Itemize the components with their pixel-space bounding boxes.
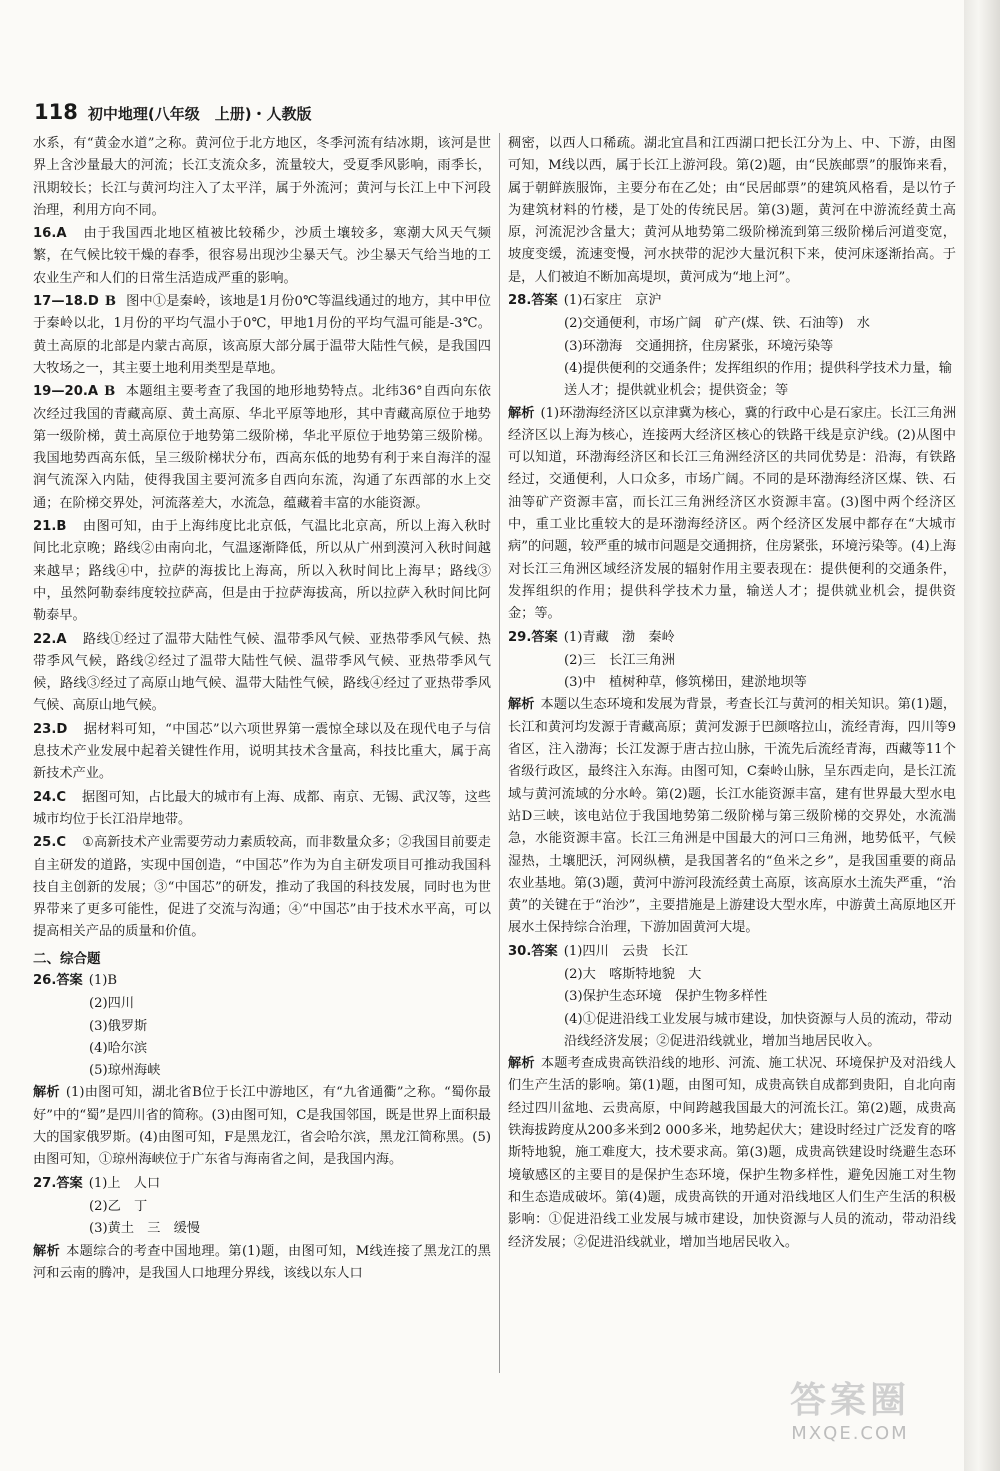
item-number: 29.答案: [508, 629, 558, 645]
item-number: 28.答案: [508, 293, 558, 309]
answer-line: (1)B: [88, 972, 118, 988]
explanation: [508, 403, 956, 626]
answer-line: (1)青藏 渤 秦岭: [563, 629, 675, 645]
answer-line: (4)提供便利的交通条件；发挥组织的作用；提供科学技术力量，输送人才；提供就业机会；提供资金；等: [564, 360, 952, 399]
answer-item: [33, 787, 491, 832]
answer-line: (2)交通便利，市场广阔 矿产(煤、铁、石油等) 水: [564, 316, 870, 332]
item-number: 30.答案: [508, 943, 558, 959]
answer-line: (5)琼州海峡: [89, 1063, 161, 1079]
explanation-label: 解析: [508, 1056, 535, 1072]
explanation-label: 解析: [508, 405, 535, 421]
answer-item: [33, 629, 491, 718]
watermark-text: 答案圈: [789, 1380, 910, 1421]
item-text: ①高新技术产业需要劳动力素质较高，而非数量众多；②我国目前要走自主研发的道路，实现中国创造，“中国芯”作为为自主研发项目可推动我国科技自主创新的发展；③“中国芯”的研发，推动了我国的科技发展，同时也为世界带来了更多可能性，促进了交流与沟通；④“中国芯”由于技术水平高，可以提高相关产品的质量和价值。: [33, 835, 491, 940]
left-intro: 水系，有“黄金水道”之称。黄河位于北方地区，冬季河流有结冰期，该河是世界上含沙量最大的河流；长江支流众多，流量较大，受夏季风影响，雨季长，汛期较长；长江与黄河均注入了太平洋，属于外流河；黄河与长江上中下河段治理，利用方向不同。: [33, 136, 491, 218]
item-text: 由于我国西北地区植被比较稀少，沙质土壤较多，寒潮大风天气频繁，在气候比较干燥的春季，很容易出现沙尘暴天气。沙尘暴天气给当地的工农业生产和人们的日常生活造成严重的影响。: [33, 226, 491, 286]
book-title: 初中地理(八年级 上册)・人教版: [87, 105, 312, 123]
explanation: [33, 1082, 491, 1171]
page-header: [34, 100, 312, 126]
answer-line: (4)①促进沿线工业发展与城市建设，加快资源与人员的流动，带动沿线经济发展；②促进沿线就业，增加当地居民收入。: [564, 1011, 952, 1049]
right-column: [508, 133, 956, 1255]
item-number: 23.D: [33, 721, 68, 737]
right-intro: 稠密，以西人口稀疏。湖北宜昌和江西湖口把长江分为上、中、下游，由图可知，M线以西，属于长江上游河段。第(2)题，由“民族邮票”的服饰来看，属于朝鲜族服饰，主要分布在乙处；由“民居邮票”的建筑风格看，是以竹子为建筑材料的竹楼，是丁处的传统民居。第(3)题，黄河在中游流经黄土高原，河流泥沙含量大；黄河从地势第二级阶梯流到第三级阶梯后河道变宽，坡度变缓，流速变慢，河水挟带的泥沙大量沉积下来，使河床逐渐抬高。于是，人们被迫不断加高堤坝，黄河成为“地上河”。: [508, 136, 956, 285]
explanation: [508, 694, 956, 939]
answer-line: (3)中 植树种草，修筑梯田，建淤地坝等: [564, 675, 807, 691]
item-number: 19—20.A: [33, 384, 99, 400]
explanation-label: 解析: [33, 1085, 60, 1101]
answer-item: [33, 291, 491, 380]
page-number: 118: [34, 100, 78, 124]
explanation-text: (1)环渤海经济区以京津冀为核心，冀的行政中心是石家庄。长江三角洲经济区以上海为核心，连接两大经济区核心的铁路干线是京沪线。(2)从图中可以知道，环渤海经济区和长江三角洲经济区的共同优势是：沿海，有铁路经过，交通便利，人口众多，市场广阔。不同的是环渤海经济区煤、铁、石油等矿产资源丰富，而长江三角洲经济区水资源丰富。(3)图中两个经济区中，重工业比重较大的是环渤海经济区。两个经济区发展中都存在“大城市病”的问题，较严重的城市问题是交通拥挤，住房紧张，环境污染等。(4)上海对长江三角洲区域经济发展的辐射作用主要表现在：提供便利的交通条件，发挥组织的作用；提供科学技术力量，输送人才；提供就业机会，提供资金；等。: [508, 405, 957, 622]
answer-line: (2)四川: [89, 996, 135, 1012]
explanation-label: 解析: [33, 1243, 61, 1259]
item-text: 路线①经过了温带大陆性气候、温带季风气候、亚热带季风气候、热带季风气候，路线②经过了温带大陆性气候、温带季风气候、亚热带季风气候，路线③经过了高原山地气候、温带大陆性气候，路线④经过了亚热带季风气候、高原山地气候。: [33, 631, 491, 714]
section-title: 二、综合题: [33, 950, 101, 967]
page-binding-edge: [964, 0, 1000, 1471]
q30-block: [508, 941, 956, 963]
answer-line: (3)黄土 三 缓慢: [89, 1221, 200, 1237]
answer-item: [33, 719, 491, 786]
answer-line: (1)上 人口: [88, 1175, 161, 1191]
answer-line: (1)石家庄 京沪: [563, 293, 662, 309]
answer-line: (3)保护生态环境 保护生物多样性: [564, 989, 768, 1005]
explanation-text: 本题考查成贵高铁沿线的地形、河流、施工状况、环境保护及对沿线人们生产生活的影响。第(1)题，由图可知，成贵高铁自成都到贵阳，自北向南经过四川盆地、云贵高原，中间跨越我国最大的河流长江。第(2)题，成贵高铁海拔跨度从200多米到2 000多米，地势起伏大；建设时经过广泛发育的喀斯特地貌，施工难度大，技术要求高。第(3)题，成贵高铁建设时绕避生态环境敏感区的主要目的是保护生态环境，保护生物多样性，避免因施工对生物和生态造成破坏。第(4)题，成贵高铁的开通对沿线地区人们生产生活的积极影响：①促进沿线工业发展与城市建设，加快资源与人员的流动，带动沿线经济发展；②促进沿线就业，增加当地居民收入。: [508, 1056, 957, 1250]
item-number: 21.B: [33, 519, 67, 535]
answer-line: (2)三 长江三角洲: [564, 652, 675, 668]
item-answer: B: [104, 384, 116, 400]
answer-line: (3)环渤海 交通拥挤，住房紧张，环境污染等: [564, 338, 834, 354]
explanation-text: 本题综合的考查中国地理。第(1)题，由图可知，M线连接了黑龙江的黑河和云南的腾冲，是我国人口地理分界线，该线以东人口: [33, 1243, 491, 1281]
explanation: [508, 1053, 956, 1254]
explanation-text: 本题以生态环境和发展为背景，考查长江与黄河的相关知识。第(1)题，长江和黄河均发源于青藏高原；黄河发源于巴颜喀拉山，流经青海，四川等9省区，注入渤海；长江发源于唐古拉山脉，干流先后流经青海，西藏等11个省级行政区，最终注入东海。由图可知，C秦岭山脉，呈东西走向，是长江流域与黄河流域的分水岭。第(2)题，长江水能资源丰富，建有世界最大型水电站D三峡，该电站位于我国地势第二级阶梯与第三级阶梯的交界处，水流湍急，水能资源丰富。长江三角洲是中国最大的河口三角洲，地势低平，气候湿热，土壤肥沃，河网纵横，是我国著名的“鱼米之乡”，是我国重要的商品农业基地。第(3)题，黄河中游河段流经黄土高原，该高原水土流失严重，“治黄”的关键在于“治沙”，主要措施是上游建设大型水库，中游黄土高原地区开展水土保持综合治理，下游加固黄河大堤。: [508, 697, 957, 936]
watermark-logo: [740, 1373, 960, 1443]
item-number: 17—18.D: [33, 294, 99, 310]
q27-block: [33, 1173, 491, 1195]
column-divider: [499, 133, 500, 1373]
explanation-label: 解析: [508, 697, 535, 713]
item-text: 据材料可知，“中国芯”以六项世界第一震惊全球以及在现代电子与信息技术产业发展中起着关键性作用，说明其技术含量高，科技比重大，属于高新技术产业。: [33, 721, 491, 782]
item-text: 由图可知，由于上海纬度比北京低，气温比北京高，所以上海入秋时间比北京晚；路线②由南向北，气温逐渐降低，所以从广州到漠河入秋时间越来越早；路线④中，拉萨的海拔比上海高，所以入秋时间比上海早；路线③中，虽然阿勒泰纬度较拉萨高，但是由于拉萨海拔高，所以拉萨入秋时间比阿勒泰早。: [33, 519, 491, 624]
explanation-text: (1)由图可知，湖北省B位于长江中游地区，有“九省通衢”之称。“蜀你最好”中的“蜀”是四川省的简称。(3)由图可知，C是我国邻国，既是世界上面积最大的国家俄罗斯。(4)由图可知，F是黑龙江，省会哈尔滨，黑龙江简称黑。(5)由图可知，①琼州海峡位于广东省与海南省之间，是我国内海。: [33, 1085, 491, 1168]
item-number: 25.C: [33, 835, 67, 851]
answer-line: (2)乙 丁: [89, 1198, 148, 1214]
item-text: 据图可知，占比最大的城市有上海、成都、南京、无锡、武汉等，这些城市均位于长江沿岸地带。: [33, 789, 491, 827]
answer-line: (2)大 喀斯特地貌 大: [564, 966, 702, 982]
explanation: [33, 1241, 491, 1286]
answer-item: [33, 223, 491, 290]
item-number: 22.A: [33, 631, 67, 647]
left-column: [33, 133, 491, 1286]
item-number: 24.C: [33, 789, 67, 805]
answer-item: [33, 516, 491, 627]
answer-item: [33, 832, 491, 943]
answer-line: (4)哈尔滨: [89, 1040, 148, 1056]
answer-line: (1)四川 云贵 长江: [563, 943, 688, 959]
q28-block: [508, 290, 956, 312]
q29-block: [508, 627, 956, 649]
item-number: 27.答案: [33, 1175, 83, 1191]
answer-line: (3)俄罗斯: [89, 1018, 148, 1034]
answer-item: [33, 381, 491, 515]
watermark-url: MXQE.COM: [791, 1423, 909, 1444]
item-text: 本题组主要考查了我国的地形地势特点。北纬36°自西向东依次经过我国的青藏高原、黄土高原、华北平原等地形，其中青藏高原位于地势第一级阶梯，黄土高原位于地势第二级阶梯，华北平原位于地势第三级阶梯。我国地势西高东低，呈三级阶梯状分布，西高东低的地势有利于来自海洋的湿润气流深入内陆，使得我国主要河流多自西向东流，沟通了东西部的水上交通；在阶梯交界处，河流落差大，水流急，蕴藏着丰富的水能资源。: [33, 384, 491, 511]
item-number: 16.A: [33, 226, 67, 242]
q26-block: [33, 970, 491, 992]
item-number: 26.答案: [33, 972, 83, 988]
item-answer: B: [104, 294, 117, 310]
item-text: 图中①是秦岭，该地是1月份0℃等温线通过的地方，其中甲位于秦岭以北，1月份的平均气温小于0℃，甲地1月份的平均气温可能是-3℃。黄土高原的北部是内蒙古高原，该高原大部分属于温带大陆性气候，是我国四大牧场之一，其主要土地利用类型是草地。: [33, 294, 491, 376]
